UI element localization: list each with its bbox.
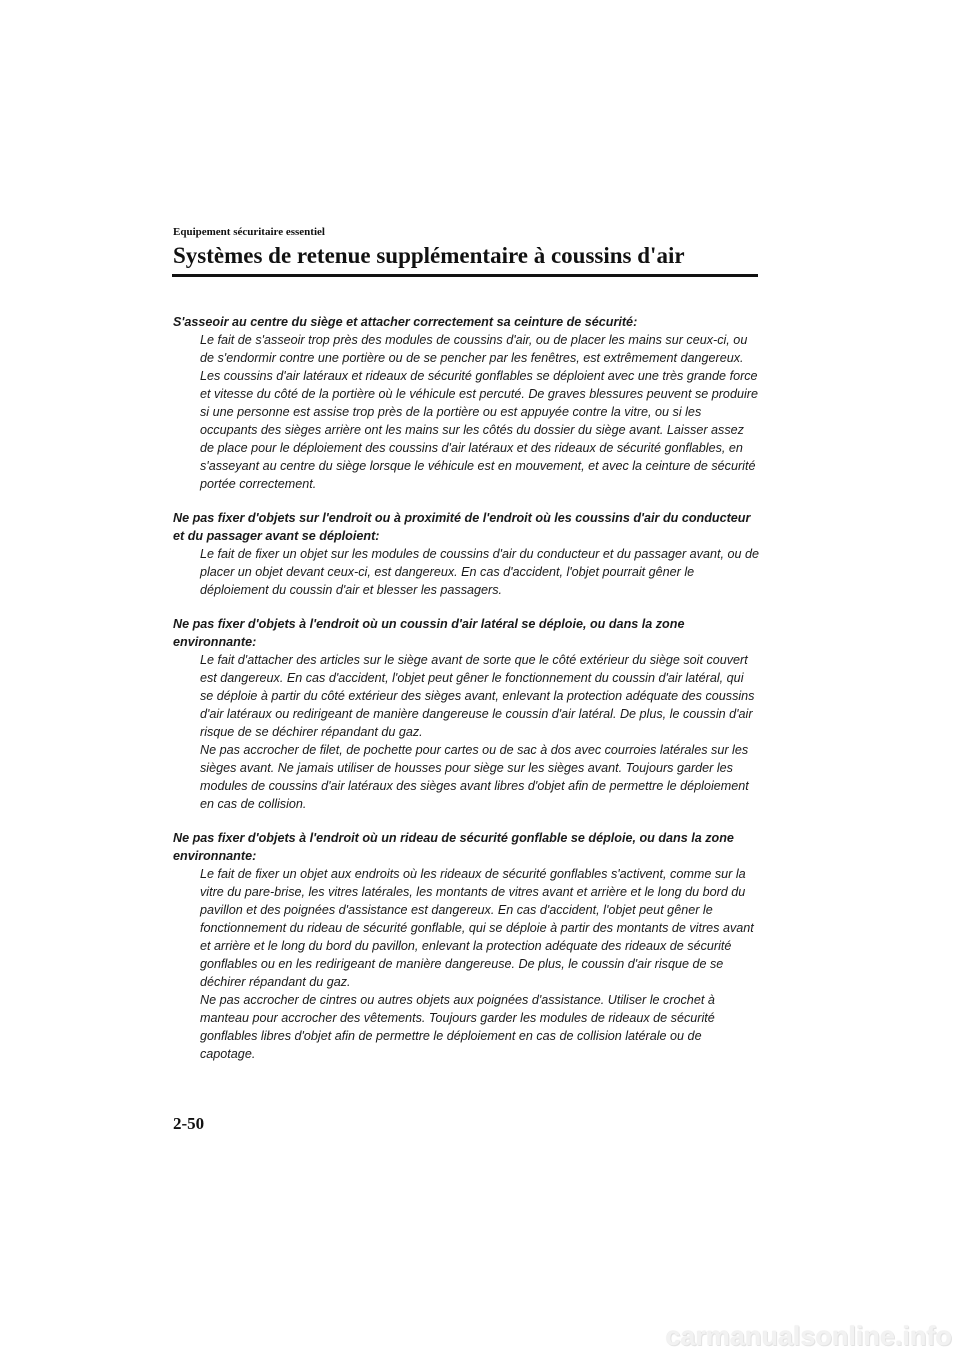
watermark: carmanualsonline.info (665, 1321, 952, 1351)
section-heading: Ne pas fixer d'objets à l'endroit où un coussin d'air latéral se déploie, ou dans la zone environnante: (173, 617, 685, 649)
section-heading: Ne pas fixer d'objets à l'endroit où un rideau de sécurité gonflable se déploie, ou dans la zone environnante: (173, 831, 734, 863)
section-paragraph: Le fait de s'asseoir trop près des modules de coussins d'air, ou de placer les mains sur ceux-ci, ou de s'endormir contre une portière ou de se pencher par les fenêtres, est extrêmement dangereux. Les coussins d'air latéraux et rideaux de sécurité gonflables se déploient avec une très grande force et vitesse du côté de la portière où le véhicule est percuté. De graves blessures peuvent se produire si une personne est assise trop près de la portière ou est appuyée contre la vitre, ou si les occupants des sièges arrière ont les mains sur les côtés du dossier du siège avant. Laisser assez de place pour le déploiement des coussins d'air latéraux et des rideaux de sécurité gonflables, en s'asseyant au centre du siège lorsque le véhicule est en mouvement, et avec la ceinture de sécurité portée correctement. (200, 333, 758, 491)
title-divider (172, 274, 758, 277)
page-title: Systèmes de retenue supplémentaire à coussins d'air (173, 243, 685, 268)
section-paragraph: Le fait de fixer un objet aux endroits où les rideaux de sécurité gonflables s'activent, comme sur la vitre du pare-brise, les vitres latérales, les montants de vitres avant et arrière et le long du bord du pavillon et des poignées d'assistance est dangereux. En cas d'accident, l'objet peut gêner le fonctionnement du rideau de sécurité gonflable, qui se déploie à partir des montants de vitres avant et arrière et le long du bord du pavillon, enlevant la protection adéquate des rideaux de sécurité gonflables ou en les redirigeant de manière dangereuse. De plus, le coussin d'air risque de se déchirer répandant du gaz. (200, 867, 754, 989)
section-side-airbags (173, 615, 759, 813)
section-heading: Ne pas fixer d'objets sur l'endroit ou à proximité de l'endroit où les coussins d'air du conducteur et du passager avant se déploient: (173, 511, 751, 543)
section-heading: S'asseoir au centre du siège et attacher correctement sa ceinture de sécurité: (173, 315, 638, 329)
section-front-airbags (173, 509, 759, 599)
section-seating-position (173, 313, 759, 493)
section-body (200, 651, 759, 813)
section-category: Equipement sécuritaire essentiel (173, 226, 325, 238)
warning-content (173, 313, 759, 1079)
section-paragraph: Ne pas accrocher de cintres ou autres objets aux poignées d'assistance. Utiliser le crochet à manteau pour accrocher des vêtements. Toujours garder les modules de rideaux de sécurité gonflables libres d'objet afin de permettre le déploiement en cas de collision latérale ou de capotage. (200, 993, 715, 1061)
section-paragraph: Ne pas accrocher de filet, de pochette pour cartes ou de sac à dos avec courroies latérales sur les sièges avant. Ne jamais utiliser de housses pour siège sur les sièges avant. Toujours garder les modules de coussins d'air latéraux des sièges avant libres d'objet afin de permettre le déploiement en cas de collision. (200, 743, 749, 811)
section-paragraph: Le fait de fixer un objet sur les modules de coussins d'air du conducteur et du passager avant, ou de placer un objet devant ceux-ci, est dangereux. En cas d'accident, l'objet pourrait gêner le déploiement du coussin d'air et blesser les passagers. (200, 547, 759, 597)
section-body (200, 545, 759, 599)
page-number: 2-50 (173, 1114, 205, 1133)
section-body (200, 865, 759, 1063)
section-curtain-airbags (173, 829, 759, 1063)
section-paragraph: Le fait d'attacher des articles sur le siège avant de sorte que le côté extérieur du siège soit couvert est dangereux. En cas d'accident, l'objet peut gêner le fonctionnement du coussin d'air latéral, qui se déploie à partir du côté extérieur des sièges avant, enlevant la protection adéquate des coussins d'air latéraux ou redirigeant de manière dangereuse le coussin d'air latéral. De plus, le coussin d'air risque de se déchirer répandant du gaz. (200, 653, 755, 739)
section-body (200, 331, 759, 493)
